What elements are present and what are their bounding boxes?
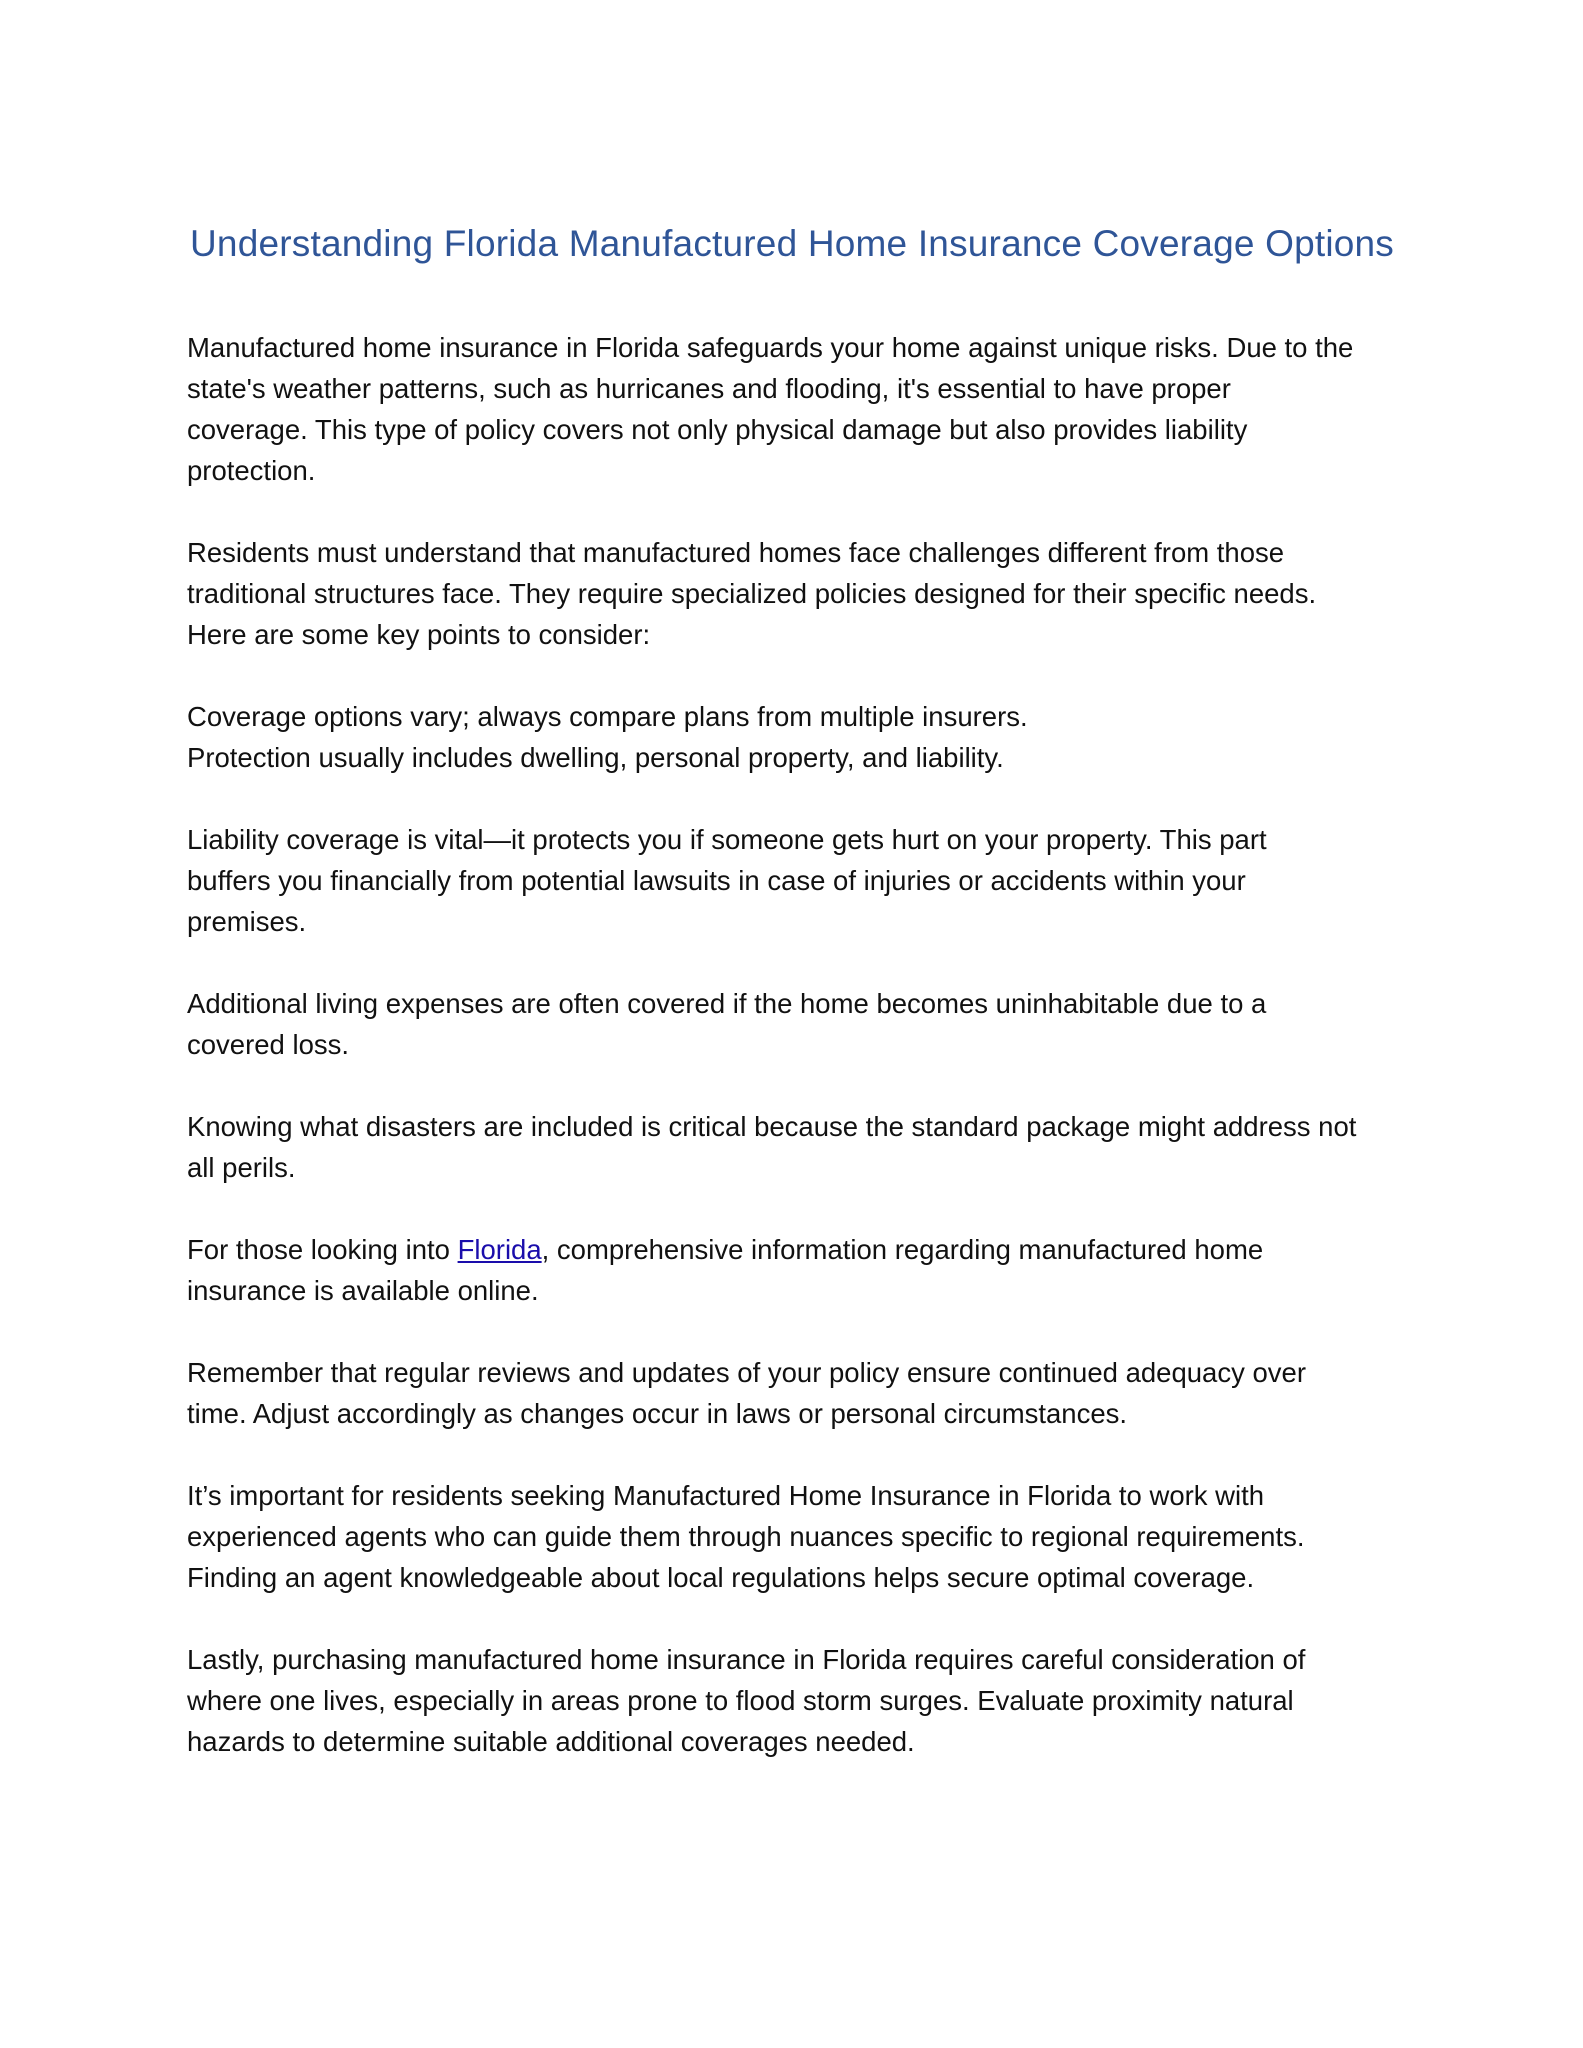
text-line: It’s important for residents seeking Manufactured Home Insurance in Florida to work with: [187, 1480, 1265, 1511]
text-line: protection.: [187, 455, 316, 486]
list-item: Coverage options vary; always compare plans from multiple insurers.: [187, 701, 1028, 732]
text-line: premises.: [187, 906, 307, 937]
text-line: traditional structures face. They require specialized policies designed for their specific needs.: [187, 578, 1317, 609]
text-line: Manufactured home insurance in Florida safeguards your home against unique risks. Due to the: [187, 332, 1354, 363]
paragraph-residents: [187, 532, 1409, 655]
paragraph-lastly: [187, 1639, 1409, 1762]
key-points-list: [187, 696, 1409, 778]
text-line: all perils.: [187, 1152, 296, 1183]
text-line: Remember that regular reviews and updates of your policy ensure continued adequacy over: [187, 1357, 1306, 1388]
text-line: Knowing what disasters are included is critical because the standard package might address not: [187, 1111, 1357, 1142]
florida-link[interactable]: Florida: [457, 1234, 542, 1265]
text-line: covered loss.: [187, 1029, 350, 1060]
text-line: coverage. This type of policy covers not only physical damage but also provides liability: [187, 414, 1248, 445]
paragraph-florida-link: [187, 1229, 1409, 1311]
text-segment: For those looking into: [187, 1234, 458, 1265]
text-line: buffers you financially from potential lawsuits in case of injuries or accidents within your: [187, 865, 1246, 896]
paragraph-reviews: [187, 1352, 1409, 1434]
text-line: state's weather patterns, such as hurricanes and flooding, it's essential to have proper: [187, 373, 1231, 404]
paragraph-living-expenses: [187, 983, 1409, 1065]
paragraph-disasters: [187, 1106, 1409, 1188]
text-segment: , comprehensive information regarding manufactured home: [541, 1234, 1264, 1265]
text-line: experienced agents who can guide them through nuances specific to regional requirements.: [187, 1521, 1305, 1552]
page-title: Understanding Florida Manufactured Home Insurance Coverage Options: [190, 223, 1395, 264]
text-line: [187, 1229, 1409, 1270]
paragraph-agents: [187, 1475, 1409, 1598]
text-line: Liability coverage is vital—it protects you if someone gets hurt on your property. This part: [187, 824, 1267, 855]
text-line: Residents must understand that manufactured homes face challenges different from those: [187, 537, 1285, 568]
paragraph-liability: [187, 819, 1409, 942]
paragraph-intro: [187, 327, 1409, 491]
text-line: where one lives, especially in areas prone to flood storm surges. Evaluate proximity natural: [187, 1685, 1294, 1716]
document-body: [187, 327, 1409, 1803]
text-line: Finding an agent knowledgeable about local regulations helps secure optimal coverage.: [187, 1562, 1255, 1593]
list-item: Protection usually includes dwelling, personal property, and liability.: [187, 742, 1004, 773]
text-line: time. Adjust accordingly as changes occur in laws or personal circumstances.: [187, 1398, 1128, 1429]
text-line: Lastly, purchasing manufactured home insurance in Florida requires careful consideration of: [187, 1644, 1306, 1675]
text-line: hazards to determine suitable additional coverages needed.: [187, 1726, 915, 1757]
text-line: Additional living expenses are often covered if the home becomes uninhabitable due to a: [187, 988, 1267, 1019]
text-line: insurance is available online.: [187, 1275, 539, 1306]
text-line: Here are some key points to consider:: [187, 619, 651, 650]
